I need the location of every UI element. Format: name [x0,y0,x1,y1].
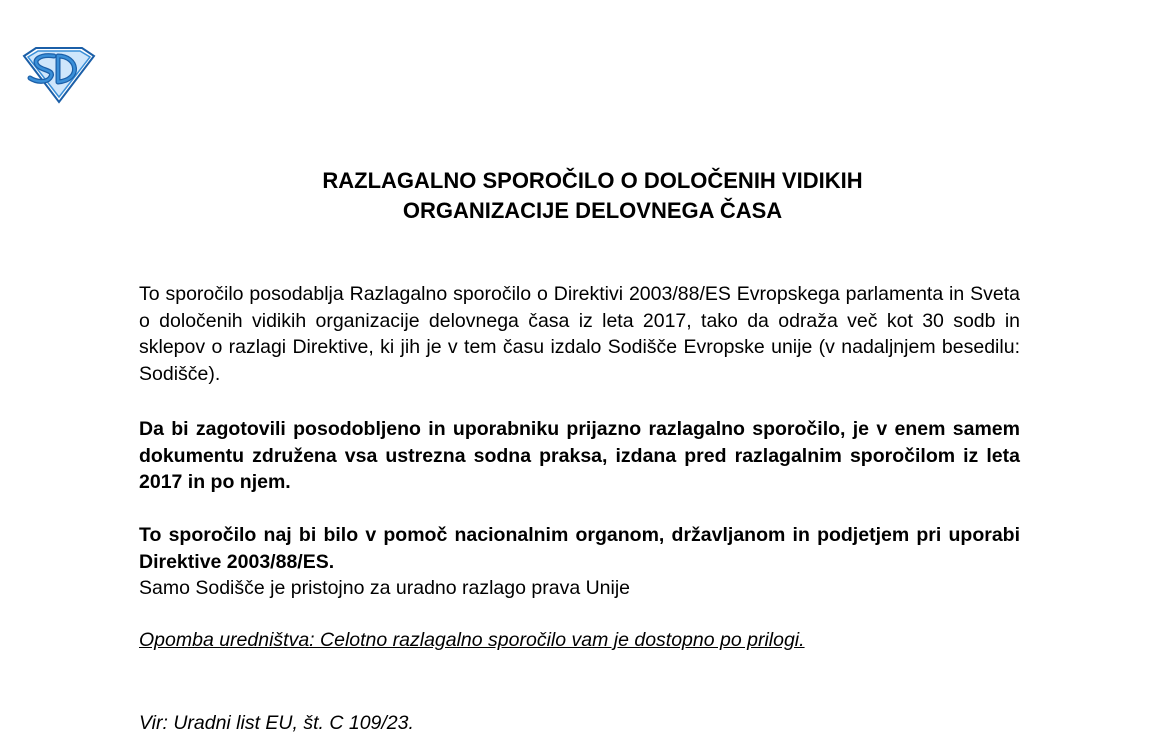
intro-paragraph: To sporočilo posodablja Razlagalno sporočilo o Direktivi 2003/88/ES Evropskega parlamenta in Sveta o določenih vidikih organizacije delovnega časa iz leta 2017, tako da odraža več kot 30 sodb in sklepov o razlagi Direktive, ki jih je v tem času izdalo Sodišče Evropske unije (v nadaljnjem besedilu: Sodišče). [139,283,1020,385]
source-citation: Vir: Uradni list EU, št. C 109/23. [139,712,414,734]
title-line-2: ORGANIZACIJE DELOVNEGA ČASA [402,198,783,223]
purpose-paragraph: Da bi zagotovili posodobljeno in uporabniku prijazno razlagalno sporočilo, je v enem samem dokumentu združena vsa ustrezna sodna praksa, izdana pred razlagalnim sporočilom iz leta 2017 in po njem. [139,418,1020,493]
audience-paragraph: To sporočilo naj bi bilo v pomoč nacionalnim organom, državljanom in podjetjem pri uporabi Direktive 2003/88/ES. [139,524,1020,573]
sd-logo-graphic [20,46,98,104]
document-title [140,166,1045,226]
sd-logo [20,46,98,104]
editor-note: Opomba uredništva: Celotno razlagalno sporočilo vam je dostopno po prilogi. [139,629,805,651]
title-line-1: RAZLAGALNO SPOROČILO O DOLOČENIH VIDIKIH [322,168,863,193]
court-note: Samo Sodišče je pristojno za uradno razlago prava Unije [139,577,631,599]
